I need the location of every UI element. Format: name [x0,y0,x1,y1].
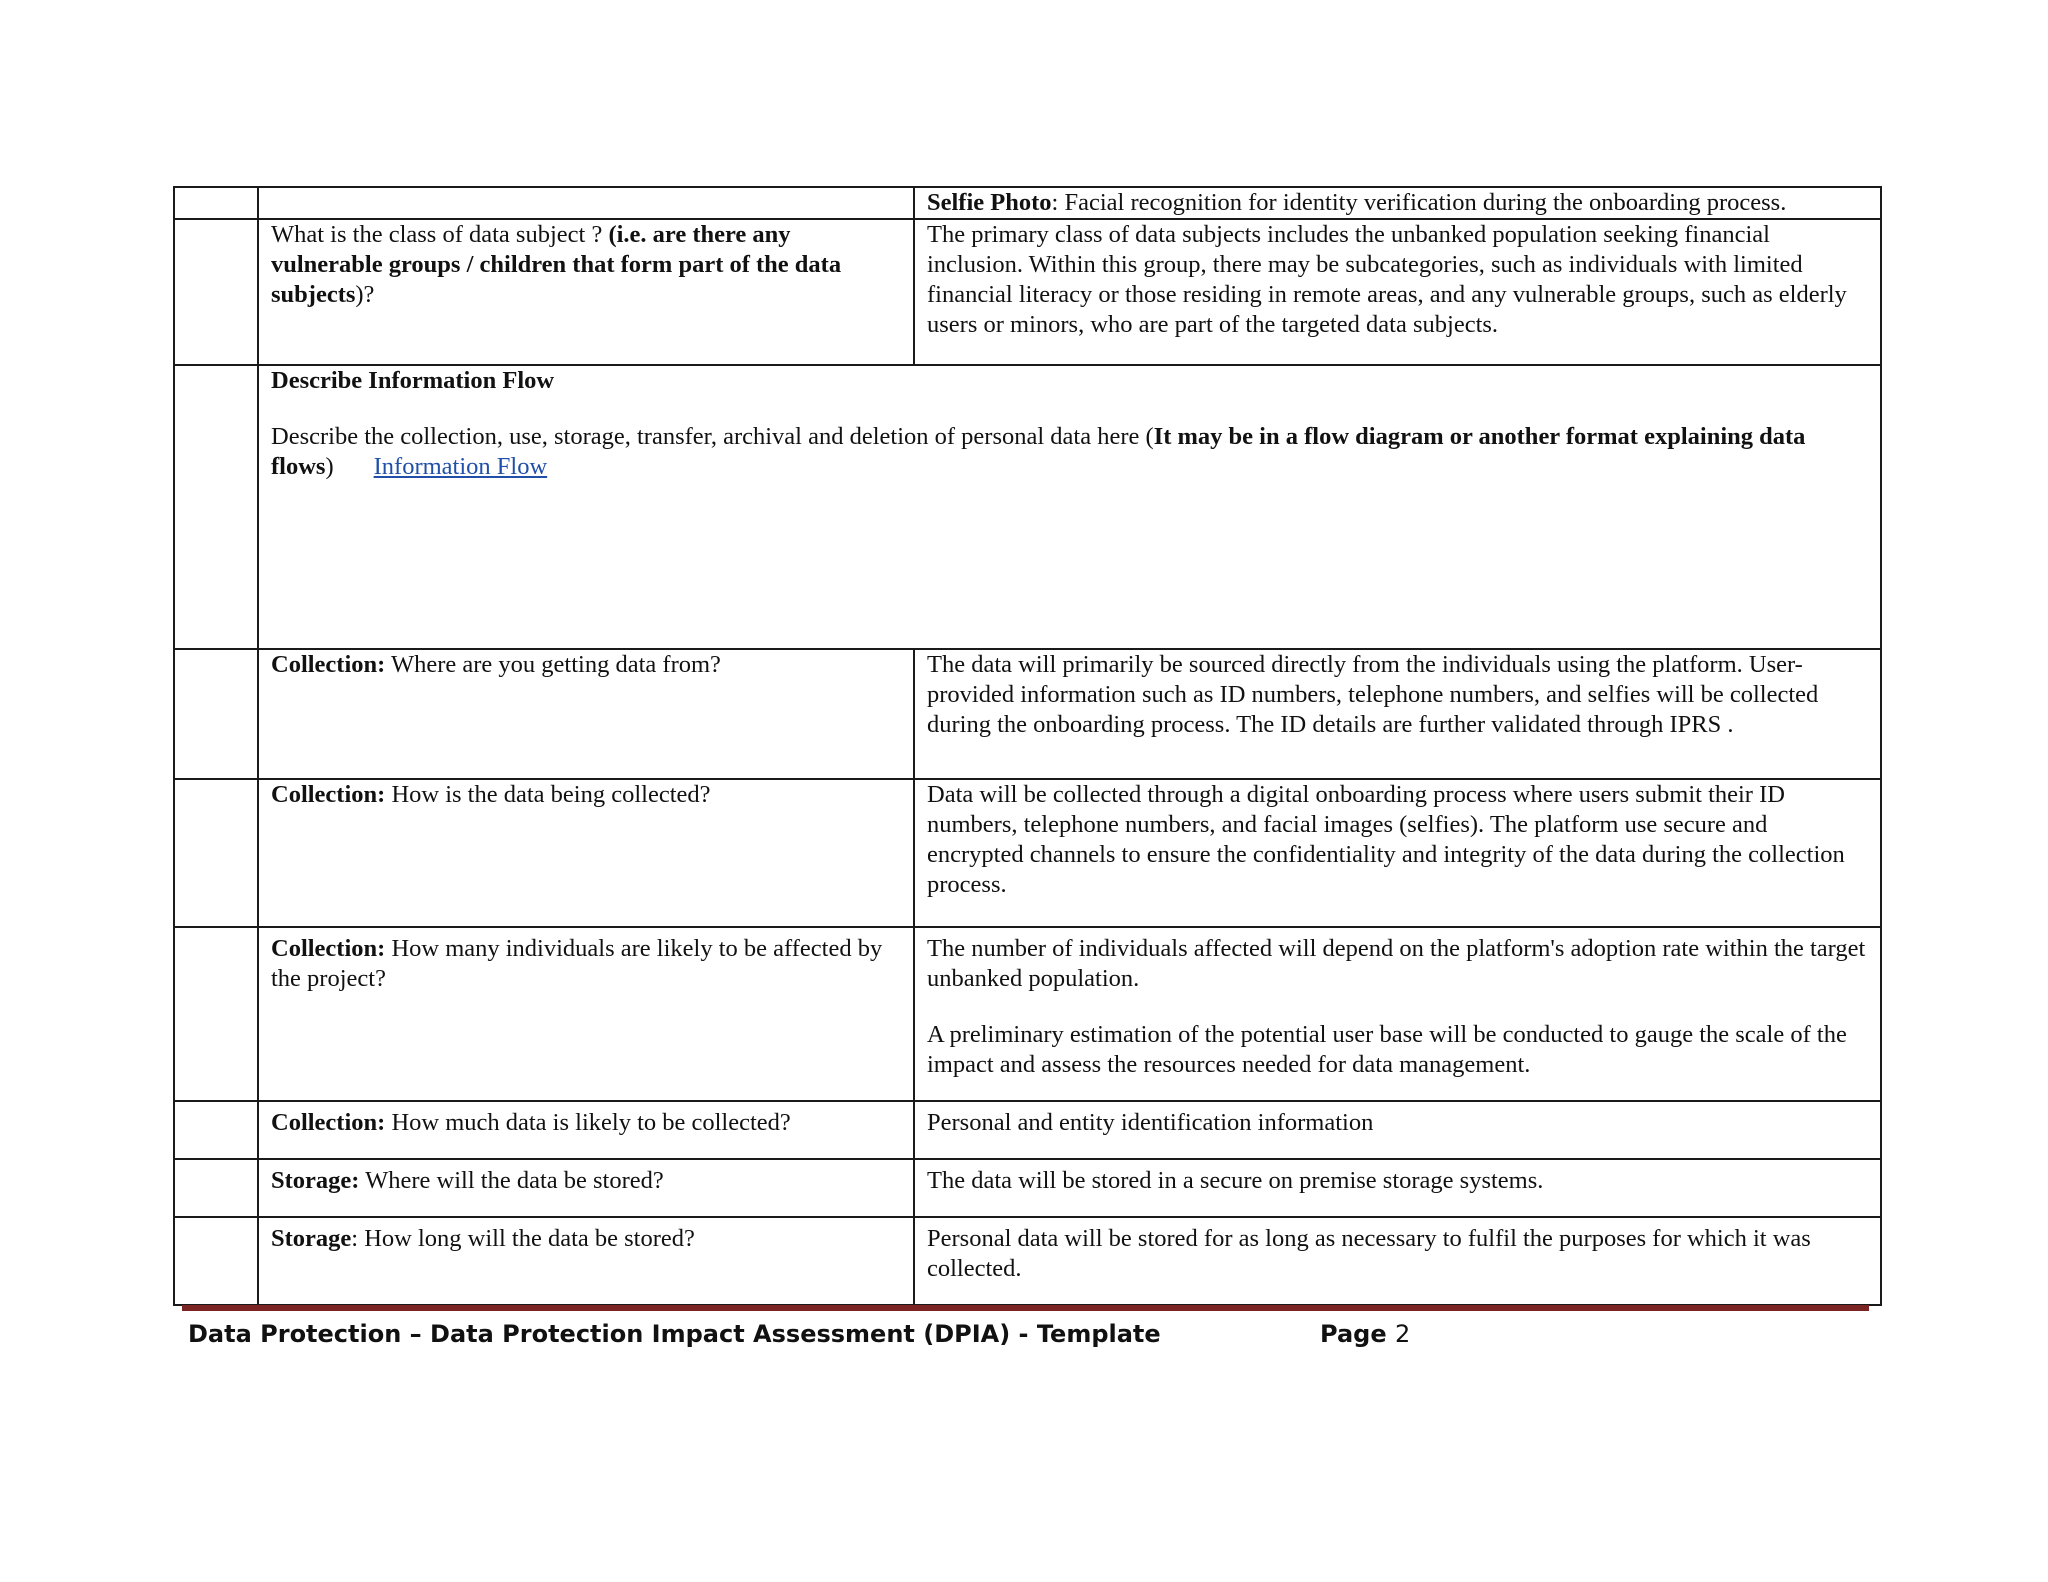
table-row [174,779,1881,927]
class-question-end: )? [355,281,375,308]
question-label: Collection: [271,935,386,962]
table-row [174,1159,1881,1217]
flow-desc-end: ) [325,453,334,480]
question-text: How is the data being collected? [385,781,711,808]
question-label: Collection: [271,651,386,678]
answer-cell [914,1217,1881,1305]
class-answer: The primary class of data subjects includes the unbanked population seeking financial inclusion. Within this group, there may be subcategories, such as individuals with limited financial literacy or those residing in remote areas, and any vulnerable groups, such as elderly users or minors, who are part of the targeted data subjects. [927,221,1847,338]
answer-text: The data will primarily be sourced directly from the individuals using the platform. User-provided information such as ID numbers, telephone numbers, and selfies will be collected during the onboarding process. The ID details are further validated through IPRS . [927,651,1819,738]
question-label: Collection: [271,781,386,808]
answer-cell [914,219,1881,365]
answer-text: Personal and entity identification information [927,1109,1374,1136]
page-number: 2 [1394,1320,1411,1348]
answer-text: Data will be collected through a digital onboarding process where users submit their ID numbers, telephone numbers, and facial images (selfies). The platform use secure and encrypted channels to ensure the confidentiality and integrity of the data during the collection process. [927,781,1845,898]
question-cell [258,1217,914,1305]
row-number-cell [174,1159,258,1217]
question-text: Where are you getting data from? [385,651,721,678]
flow-heading: Describe Information Flow [271,367,555,394]
question-text: : How long will the data be stored? [351,1225,695,1252]
question-cell [258,1101,914,1159]
selfie-label: Selfie Photo [927,189,1052,216]
row-number-cell [174,365,258,649]
question-text: Where will the data be stored? [359,1167,664,1194]
dpia-table [173,186,1882,1306]
row-number-cell [174,1217,258,1305]
row-number-cell [174,927,258,1101]
question-text: How many individuals are likely to be affected by the project? [271,935,883,992]
footer-title: Data Protection – Data Protection Impact Assessment (DPIA) - Template [188,1320,1161,1348]
table-row [174,187,1881,219]
footer-divider [182,1305,1869,1311]
question-cell [258,187,914,219]
table-row [174,649,1881,779]
page-label: Page [1320,1320,1387,1348]
answer-text: Personal data will be stored for as long as necessary to fulfil the purposes for which it was collected. [927,1225,1811,1282]
selfie-text: : Facial recognition for identity verification during the onboarding process. [1051,189,1787,216]
answer-paragraph: The number of individuals affected will depend on the platform's adoption rate within the target unbanked population. [927,935,1866,992]
answer-cell [914,927,1881,1101]
question-cell [258,649,914,779]
answer-cell [914,649,1881,779]
page-footer [188,1320,1411,1348]
table-row [174,219,1881,365]
information-flow-link[interactable]: Information Flow [373,453,548,480]
question-cell [258,927,914,1101]
answer-cell [914,779,1881,927]
answer-paragraph: A preliminary estimation of the potential user base will be conducted to gauge the scale of the impact and assess the resources needed for data management. [927,1021,1847,1078]
class-question-bold: (i.e. are there any vulnerable groups / children that form part of the data subjects [271,221,842,308]
row-number-cell [174,187,258,219]
flow-cell [258,365,1881,649]
page-indicator [1320,1320,1410,1348]
question-label: Storage [271,1225,352,1252]
row-number-cell [174,649,258,779]
answer-text: The data will be stored in a secure on premise storage systems. [927,1167,1544,1194]
question-cell [258,1159,914,1217]
question-text: How much data is likely to be collected? [385,1109,791,1136]
answer-cell [914,1159,1881,1217]
question-cell [258,779,914,927]
row-number-cell [174,779,258,927]
answer-cell [914,1101,1881,1159]
table-row [174,1101,1881,1159]
table-row [174,927,1881,1101]
answer-cell [914,187,1881,219]
flow-desc-text: Describe the collection, use, storage, transfer, archival and deletion of personal data here ( [271,423,1154,450]
row-number-cell [174,219,258,365]
class-question: What is the class of data subject ? [271,221,609,248]
question-cell [258,219,914,365]
row-number-cell [174,1101,258,1159]
question-label: Collection: [271,1109,386,1136]
flow-description [271,422,1868,482]
flow-desc-bold: It may be in a flow diagram or another format explaining data flows [271,423,1806,480]
table-row [174,1217,1881,1305]
question-label: Storage: [271,1167,360,1194]
table-row [174,365,1881,649]
